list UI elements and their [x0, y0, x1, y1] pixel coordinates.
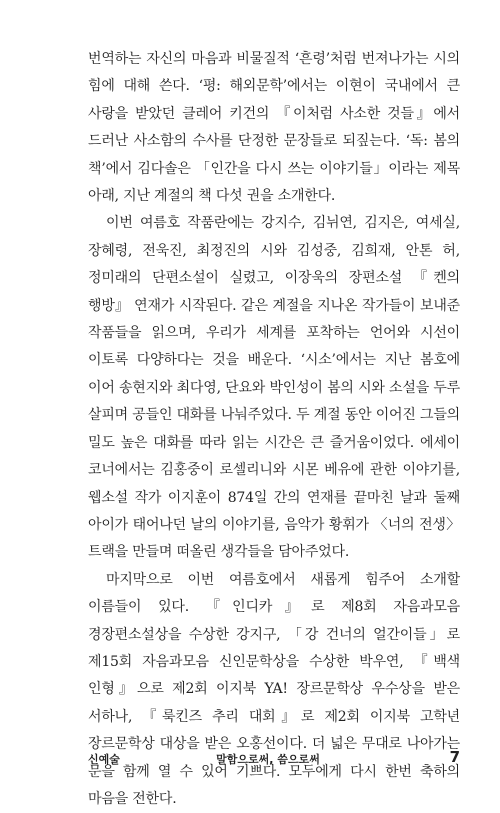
paragraph-3: 마지막으로 이번 여름호에서 새롭게 힘주어 소개할 이름들이 있다. 『인디카』로 제8회 자음과모음 경장편소설상을 수상한 강지구, 「강 건너의 얼간이들」로 제15회 자음과모음 신인문학상을 수상한 박우연, 『백색 인형』으로 제2회 이지북 YA! 장르문학상 우수상을 받은 서하나, 『룩킨즈 추리 대회』로 제2회 이지북 고학년 장르문학상 대상을 받은 오홍선이다. 더 넓은 무대로 나아가는 문을 함께 열 수 있어 기쁘다. 모두에게 다시 한번 축하의 마음을 전한다. — [88, 571, 460, 807]
footer-magazine-name: 신예술 — [88, 753, 120, 766]
paragraph-2: 이번 여름호 작품란에는 강지수, 김뉘연, 김지은, 여세실, 장혜령, 전욱진, 최정진의 시와 김성중, 김희재, 안톤 허, 정미래의 단편소설이 실렸고, 이장욱의 장편소설 『켄의 행방』 연재가 시작된다. 같은 계절을 지나온 작가들이 보내준 작품들을 읽으며, 우리가 세계를 포착하는 언어와 시선이 이토록 다양하다는 것을 배운다. ‘시소’에서는 지난 봄호에 이어 송현지와 최다영, 단요와 박인성이 봄의 시와 소설을 두루 살피며 공들인 대화를 나눠주었다. 두 계절 동안 이어진 그들의 밀도 높은 대화를 따라 읽는 시간은 큰 즐거움이었다. 에세이 코너에서는 김홍중이 로셀리니와 시몬 베유에 관한 이야기를, 웹소설 작가 이지훈이 874일 간의 연재를 끝마친 날과 둘째 아이가 태어나던 날의 이야기를, 음악가 황휘가 〈너의 전생〉 트랙을 만들며 떠올린 생각들을 담아주었다. — [88, 215, 461, 561]
page-footer — [88, 748, 460, 768]
body-text — [88, 46, 460, 813]
page-number: 7 — [449, 748, 460, 766]
paragraph-1: 번역하는 자신의 마음과 비물질적 ‘흔령’처럼 번져나가는 시의 힘에 대해 쓴다. ‘평: 해외문학’에서는 이현이 국내에서 큰 사랑을 받았던 클레어 키건의 『이처럼 사소한 것들』에서 드러난 사소함의 수사를 단정한 문장들로 되짚는다. ‘독: 봄의 책’에서 김다솔은 「인간을 다시 쓰는 이야기들」이라는 제목 아래, 지난 계절의 책 다섯 권을 소개한다. — [88, 51, 460, 205]
footer-section-title: 말함으로써, 씀으로써 — [216, 753, 320, 766]
